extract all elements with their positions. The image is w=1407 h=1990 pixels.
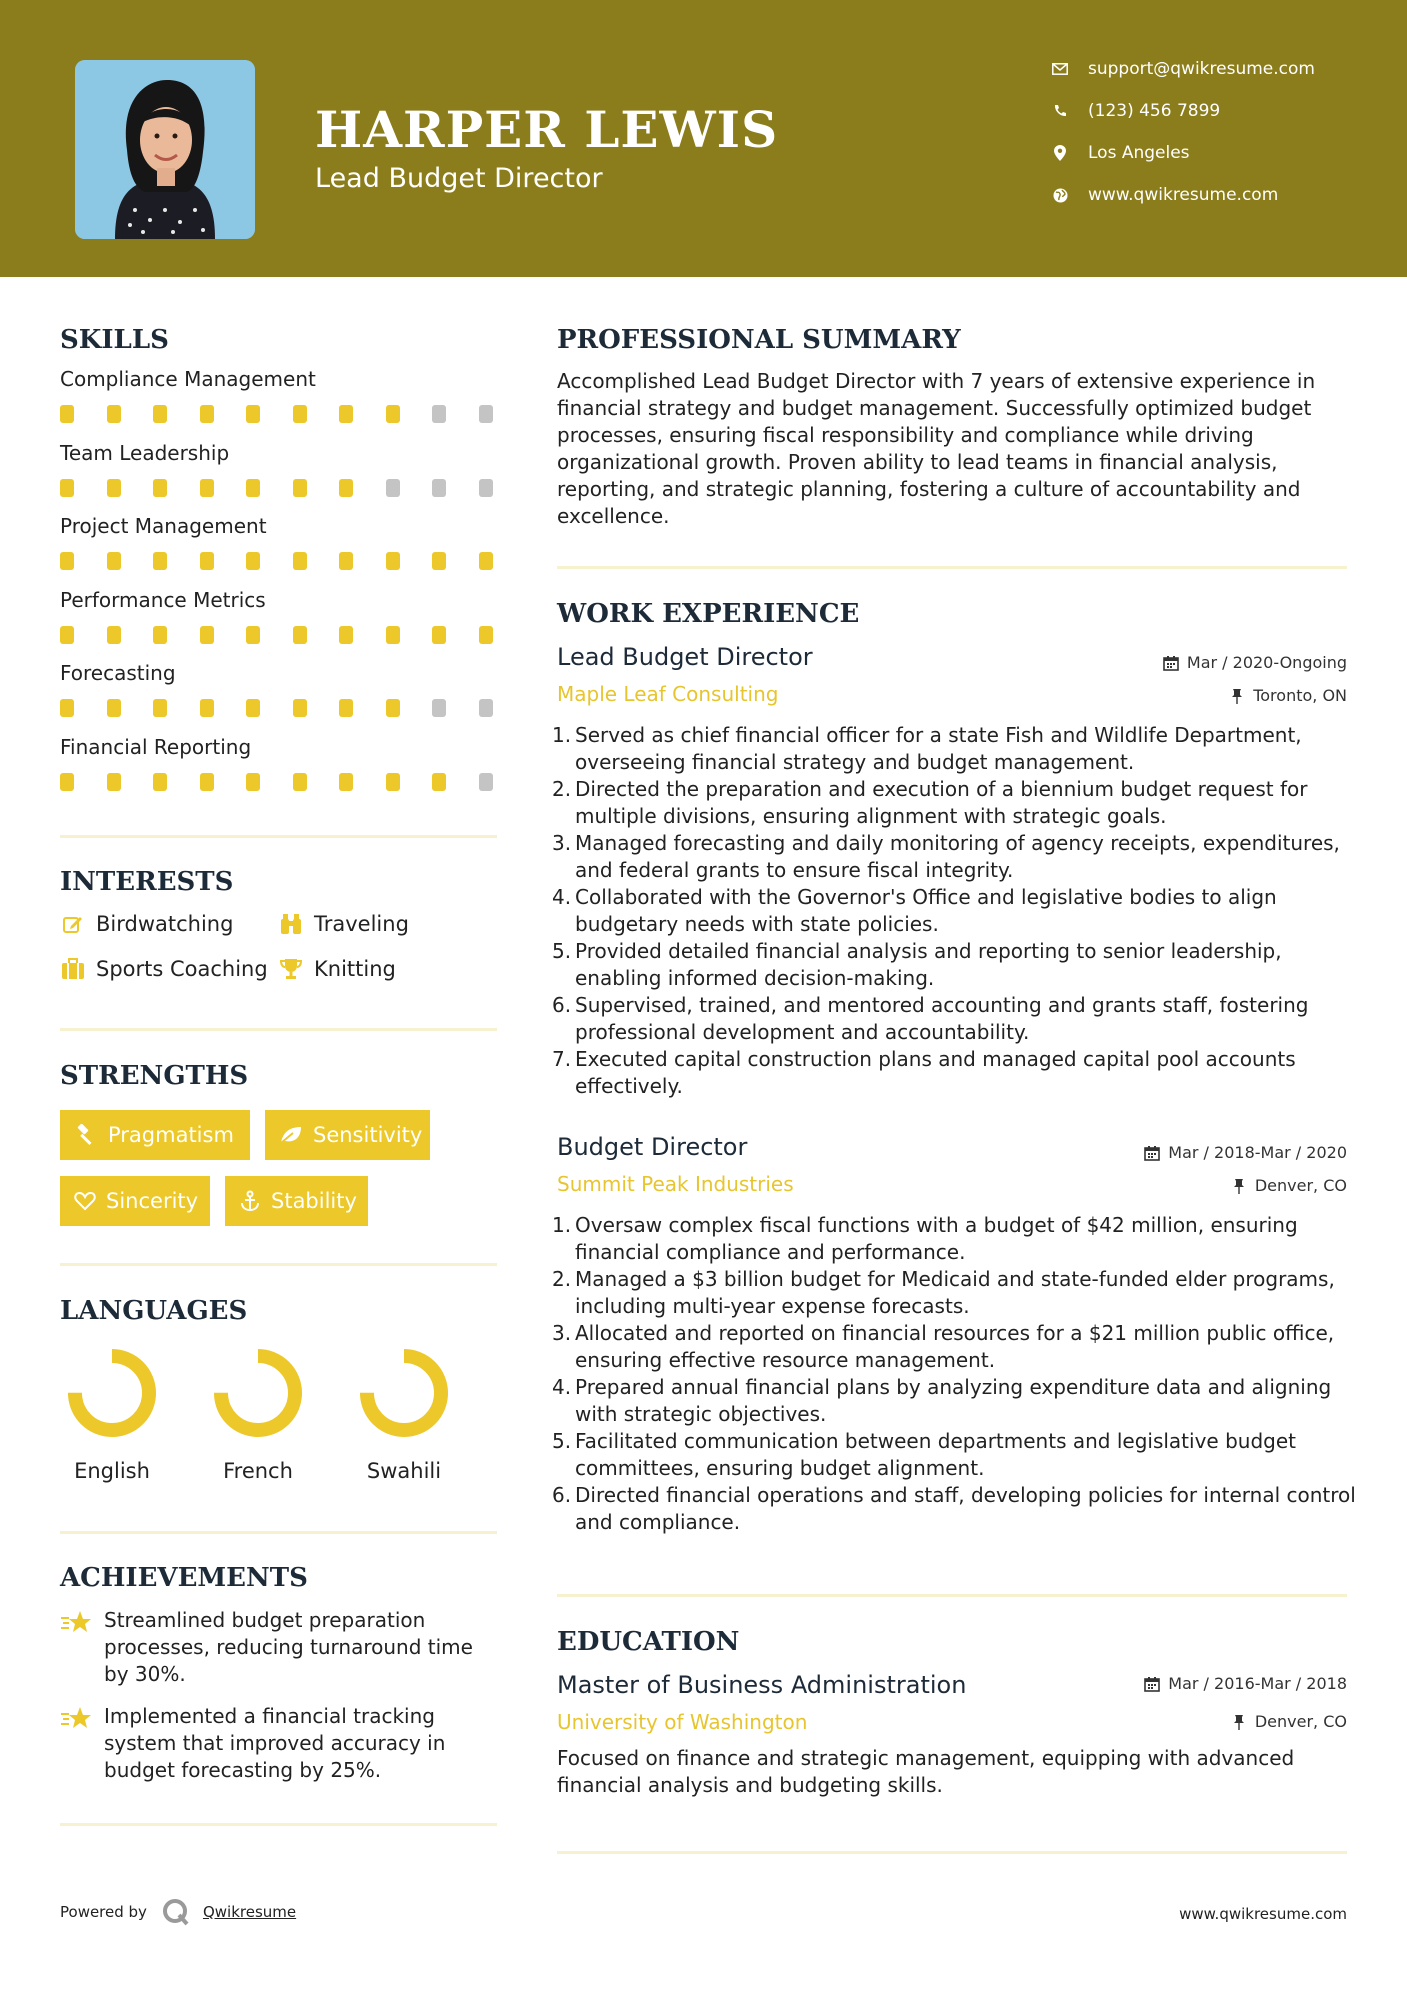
shooting-star-icon: [60, 1703, 92, 1735]
skill-dot-filled: [200, 405, 214, 423]
job-duties: [557, 1212, 1357, 1536]
summary-text: Accomplished Lead Budget Director with 7 years of extensive experience in financial strategy and budget management. Successfully optimized budget processes, ensuring fiscal responsibility and compliance while driving organizational growth. Proven ability to lead teams in financial analysis, reporting, and strategic planning, fostering a culture of accountability and excellence.: [557, 369, 1316, 528]
leaf-icon: [279, 1123, 303, 1147]
skill-dot-filled: [246, 699, 260, 717]
contact-website[interactable]: www.qwikresume.com: [1050, 180, 1380, 210]
language-item: [62, 1345, 162, 1483]
language-label: French: [223, 1459, 293, 1483]
skill-dot-empty: [479, 405, 493, 423]
education-title: EDUCATION: [557, 1627, 740, 1657]
strength-badge: Pragmatism: [60, 1110, 250, 1160]
contact-location: Los Angeles: [1050, 138, 1380, 168]
duty-item: Facilitated communication between departments and legislative budget committees, ensuring budget alignment.: [575, 1429, 1296, 1480]
skill-dot-empty: [432, 479, 446, 497]
duty-item: Prepared annual financial plans by analyzing expenditure data and aligning with strategic objectives.: [575, 1375, 1332, 1426]
location-icon: [1050, 143, 1070, 163]
skill-dot-filled: [479, 626, 493, 644]
duty-item: Collaborated with the Governor's Office and legislative bodies to align budgetary needs with state policies.: [575, 885, 1277, 936]
skill-dot-filled: [339, 773, 353, 791]
skill-dot-filled: [153, 405, 167, 423]
skill-dot-filled: [107, 552, 121, 570]
candidate-name: HARPER LEWIS: [315, 100, 779, 159]
divider: [60, 1263, 497, 1266]
company-name: Maple Leaf Consulting: [557, 682, 779, 706]
achievements-title: ACHIEVEMENTS: [60, 1563, 308, 1593]
language-item: [354, 1345, 454, 1483]
skill-dot-filled: [339, 552, 353, 570]
gavel-icon: [74, 1123, 98, 1147]
skill-dot-filled: [153, 479, 167, 497]
skill-dot-filled: [339, 405, 353, 423]
duty-item: Oversaw complex fiscal functions with a budget of $42 million, ensuring financial compliance and performance.: [575, 1213, 1298, 1264]
skill-dot-filled: [107, 479, 121, 497]
skill-dot-filled: [386, 552, 400, 570]
language-item: [208, 1345, 308, 1483]
footer-website-link[interactable]: www.qwikresume.com: [1179, 1905, 1347, 1923]
job-location: Denver, CO: [1230, 1176, 1347, 1195]
skill-dot-filled: [200, 479, 214, 497]
candidate-role: Lead Budget Director: [315, 163, 603, 194]
skill-dot-filled: [386, 405, 400, 423]
divider: [60, 835, 497, 838]
skill-dot-filled: [60, 626, 74, 644]
skill-dot-filled: [246, 626, 260, 644]
footer-brand-link[interactable]: Qwikresume: [202, 1903, 297, 1921]
skill-dot-filled: [386, 773, 400, 791]
phone-icon: [1050, 101, 1070, 121]
anchor-icon: [239, 1189, 261, 1213]
job-location: Toronto, ON: [1228, 686, 1347, 705]
skill-dot-filled: [293, 405, 307, 423]
skill-dot-filled: [246, 405, 260, 423]
skill-dot-filled: [432, 626, 446, 644]
skill-label: Team Leadership: [60, 440, 230, 465]
language-label: English: [74, 1459, 150, 1483]
skill-dot-filled: [60, 479, 74, 497]
skill-dot-filled: [386, 699, 400, 717]
skill-dot-filled: [107, 626, 121, 644]
language-progress-ring: [221, 1356, 295, 1430]
strength-badge: Stability: [225, 1176, 368, 1226]
skill-dot-filled: [107, 405, 121, 423]
divider: [557, 566, 1347, 569]
footer-powered-by: Powered by Qwikresume: [60, 1897, 296, 1927]
skill-dot-filled: [293, 552, 307, 570]
school-name: University of Washington: [557, 1710, 808, 1734]
pencil-square-icon: [60, 911, 86, 937]
languages-title: LANGUAGES: [60, 1296, 248, 1326]
degree-title: Master of Business Administration: [557, 1671, 967, 1699]
trophy-icon: [278, 956, 304, 982]
skill-dot-empty: [432, 699, 446, 717]
experience-title: WORK EXPERIENCE: [557, 599, 860, 629]
duty-item: Served as chief financial officer for a state Fish and Wildlife Department, overseeing financial strategy and budget management.: [575, 723, 1302, 774]
skill-dot-filled: [200, 552, 214, 570]
skill-dot-filled: [246, 479, 260, 497]
interest-item: Birdwatching: [60, 911, 233, 937]
pushpin-icon: [1228, 687, 1246, 705]
contact-phone[interactable]: (123) 456 7899: [1050, 96, 1380, 126]
divider: [557, 1594, 1347, 1597]
skill-dot-filled: [246, 552, 260, 570]
interests-title: INTERESTS: [60, 867, 234, 897]
strength-badge: Sincerity: [60, 1176, 210, 1226]
divider: [60, 1823, 497, 1826]
divider: [60, 1028, 497, 1031]
skill-dot-filled: [200, 626, 214, 644]
interest-item: Sports Coaching: [60, 956, 268, 982]
skill-dot-filled: [107, 699, 121, 717]
email-icon: [1050, 59, 1070, 79]
divider: [557, 1851, 1347, 1854]
skill-dot-filled: [200, 773, 214, 791]
skill-dot-filled: [246, 773, 260, 791]
duty-item: Supervised, trained, and mentored accounting and grants staff, fostering professional development and accountability.: [575, 993, 1309, 1044]
qwikresume-logo-icon: [161, 1897, 191, 1927]
contact-email[interactable]: support@qwikresume.com: [1050, 54, 1380, 84]
language-progress-ring: [75, 1356, 149, 1430]
header-banner: [0, 0, 1407, 277]
achievement-item: Streamlined budget preparation processes, reducing turnaround time by 30%.: [60, 1607, 500, 1688]
calendar-icon: [1143, 1675, 1161, 1693]
skill-dot-filled: [153, 699, 167, 717]
job-dates: Mar / 2018-Mar / 2020: [1143, 1143, 1347, 1162]
profile-photo: [75, 60, 255, 239]
strength-badge: Sensitivity: [265, 1110, 430, 1160]
skill-dot-filled: [153, 773, 167, 791]
duty-item: Provided detailed financial analysis and reporting to senior leadership, enabling informed decision-making.: [575, 939, 1282, 990]
skills-title: SKILLS: [60, 325, 169, 355]
summary-title: PROFESSIONAL SUMMARY: [557, 325, 961, 355]
skill-dot-filled: [432, 773, 446, 791]
skill-dot-filled: [60, 773, 74, 791]
calendar-icon: [1143, 1144, 1161, 1162]
job-dates: Mar / 2020-Ongoing: [1162, 653, 1347, 672]
skill-dot-empty: [479, 479, 493, 497]
skill-dot-empty: [479, 699, 493, 717]
duty-item: Directed the preparation and execution of a biennium budget request for multiple divisions, ensuring alignment with strategic goals.: [575, 777, 1308, 828]
education-location: Denver, CO: [1230, 1712, 1347, 1731]
language-label: Swahili: [366, 1459, 442, 1483]
duty-item: Directed financial operations and staff, developing policies for internal control and compliance.: [575, 1483, 1356, 1534]
skill-dot-filled: [339, 699, 353, 717]
skill-dot-empty: [479, 773, 493, 791]
strengths-title: STRENGTHS: [60, 1061, 249, 1091]
education-dates: Mar / 2016-Mar / 2018: [1143, 1674, 1347, 1693]
skill-dot-filled: [153, 626, 167, 644]
education-description: Focused on finance and strategic management, equipping with advanced financial analysis and budgeting skills.: [557, 1746, 1295, 1797]
globe-icon: [1050, 185, 1070, 205]
skill-dot-filled: [60, 405, 74, 423]
skill-label: Compliance Management: [60, 367, 316, 391]
skill-label: Performance Metrics: [60, 587, 266, 612]
briefcase-icon: [60, 956, 86, 982]
skill-dot-empty: [386, 479, 400, 497]
skill-dot-filled: [339, 626, 353, 644]
skill-dot-filled: [293, 699, 307, 717]
skill-label: Financial Reporting: [60, 734, 252, 759]
skill-dot-empty: [432, 405, 446, 423]
skill-dot-filled: [153, 552, 167, 570]
shooting-star-icon: [60, 1607, 92, 1639]
achievement-item: Implemented a financial tracking system that improved accuracy in budget forecasting by 25%.: [60, 1703, 500, 1784]
duty-item: Allocated and reported on financial resources for a $21 million public office, ensuring effective resource management.: [575, 1321, 1335, 1372]
language-progress-ring: [367, 1356, 441, 1430]
interest-item: Knitting: [278, 956, 396, 982]
skill-dot-filled: [432, 552, 446, 570]
skill-dot-filled: [60, 699, 74, 717]
skill-dot-filled: [293, 626, 307, 644]
skill-label: Forecasting: [60, 661, 176, 685]
job-title: Budget Director: [557, 1133, 748, 1161]
binoculars-icon: [278, 911, 304, 937]
duty-item: Managed a $3 billion budget for Medicaid and state-funded elder programs, including multi-year expense forecasts.: [575, 1267, 1335, 1318]
skill-dot-filled: [107, 773, 121, 791]
skill-dot-filled: [200, 699, 214, 717]
skill-dot-filled: [386, 626, 400, 644]
duty-item: Managed forecasting and daily monitoring of agency receipts, expenditures, and federal grants to ensure fiscal integrity.: [575, 831, 1340, 882]
skill-dot-filled: [479, 552, 493, 570]
pushpin-icon: [1230, 1713, 1248, 1731]
company-name: Summit Peak Industries: [557, 1172, 794, 1196]
skill-dot-filled: [293, 773, 307, 791]
pushpin-icon: [1230, 1177, 1248, 1195]
skill-dot-filled: [339, 479, 353, 497]
skill-dot-filled: [293, 479, 307, 497]
interest-item: Traveling: [278, 911, 409, 937]
skill-label: Project Management: [60, 514, 267, 538]
heart-icon: [74, 1189, 96, 1213]
calendar-icon: [1162, 654, 1180, 672]
divider: [60, 1531, 497, 1534]
job-title: Lead Budget Director: [557, 643, 813, 671]
duty-item: Executed capital construction plans and managed capital pool accounts effectively.: [575, 1047, 1296, 1098]
job-duties: [557, 722, 1357, 1100]
skill-dot-filled: [60, 552, 74, 570]
